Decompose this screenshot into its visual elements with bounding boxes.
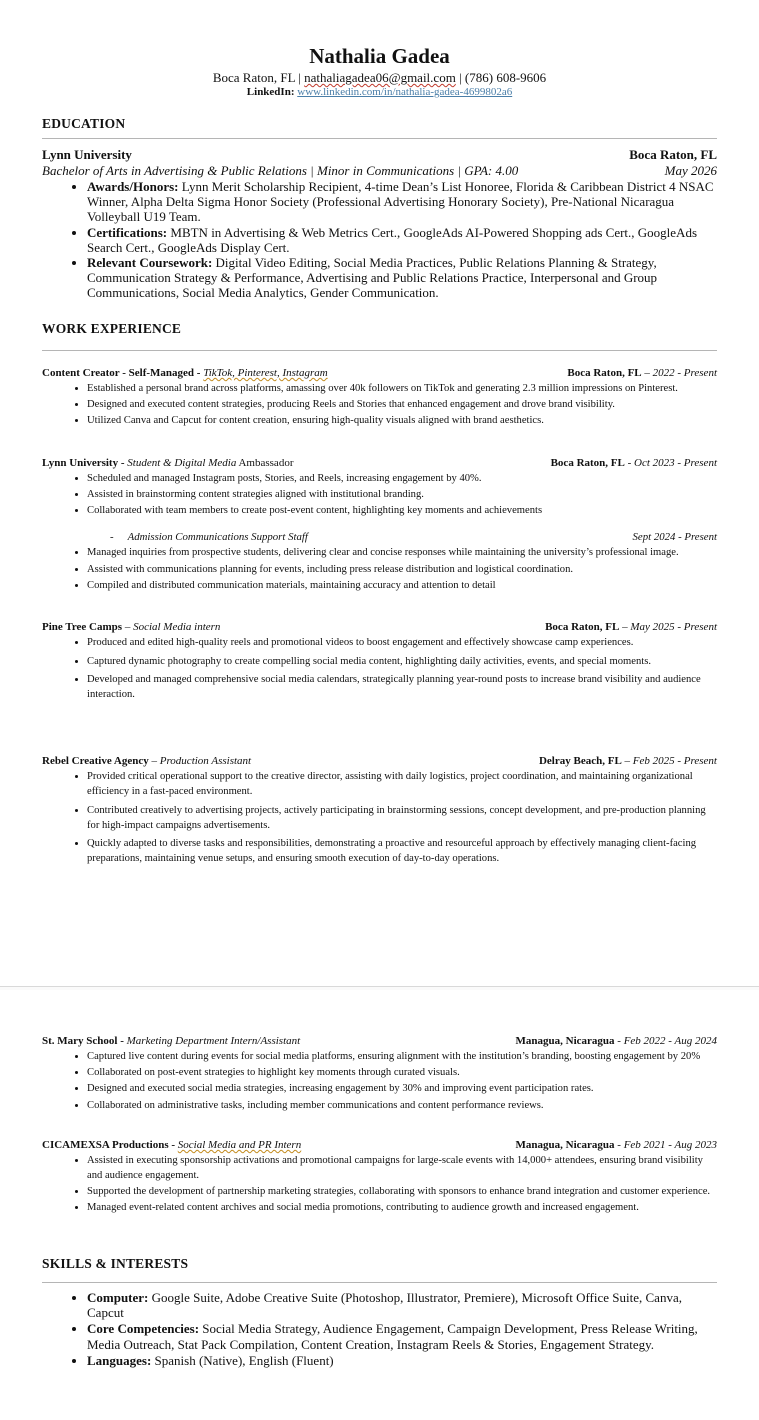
job-location: Managua, Nicaragua <box>515 1035 615 1047</box>
job-org: St. Mary School - <box>42 1035 127 1047</box>
bullet-label: Languages: <box>87 1352 152 1368</box>
linkedin-label: LinkedIn: <box>246 86 295 98</box>
list-item <box>87 1353 717 1368</box>
sub-role-bullets <box>42 545 717 592</box>
list-item: • Designed and executed social media strategies, increasing engagement by 30% and improving event participation rates. <box>87 1081 717 1096</box>
school-name: Lynn University <box>42 147 132 162</box>
list-item: • Compiled and distributed communication materials, maintaining accuracy and attention to detail <box>87 578 717 593</box>
job-org: CICAMEXSA Productions - <box>42 1139 178 1151</box>
job-role: Student & Digital Media <box>127 457 237 469</box>
bullet-text: Spanish (Native), English (Fluent) <box>151 1352 334 1368</box>
education-heading: EDUCATION <box>42 116 126 131</box>
bullet-text: Digital Video Editing, Social Media Practices, Public Relations Planning & Strategy, Communication Strategy & Performance, Advertising and Public Relations Practice, Interpersonal and Group Communications, Social Media Analytics, Gender Communication. <box>87 255 658 301</box>
skills-heading: SKILLS & INTERESTS <box>42 1256 189 1271</box>
education-bullets <box>42 179 717 301</box>
job-role: – Social Media intern <box>122 621 221 633</box>
linkedin-link[interactable]: www.linkedin.com/in/nathalia-gadea-4699802a6 <box>297 86 513 98</box>
list-item: • Developed and managed comprehensive social media calendars, strategically planning year-round posts to increase brand visibility and audience interaction. <box>87 672 717 702</box>
skills-entry <box>42 1290 717 1368</box>
list-item: • Collaborated on post-event strategies to highlight key moments through curated visuals. <box>87 1065 717 1080</box>
bullet-text: Lynn Merit Scholarship Recipient, 4-time Dean’s List Honoree, Florida & Caribbean District 4 NSAC Winner, Alpha Delta Sigma Honor Society (Professional Advertising Honorary Society), Pre-National Nicaragua Volleyball U19 Team. <box>87 179 714 225</box>
sub-role-dash: - <box>110 531 114 544</box>
bullet-label: Certifications: <box>87 224 168 240</box>
list-item: • Provided critical operational support to the creative director, assisting with daily logistics, project coordination, and maintaining organizational efficiency in a fast-paced environment. <box>87 769 717 799</box>
job-location: Managua, Nicaragua <box>515 1139 615 1151</box>
sub-role-row <box>42 530 717 545</box>
work-heading: WORK EXPERIENCE <box>42 321 182 336</box>
list-item: • Contributed creatively to advertising projects, actively participating in brainstorming sessions, concept development, and pre-production planning for high-impact campaigns advertisements. <box>87 803 717 833</box>
contact-location: Boca Raton, FL <box>212 70 296 85</box>
education-divider <box>42 138 717 139</box>
job-entry <box>42 754 717 870</box>
list-item <box>87 225 717 255</box>
contact-phone: (786) 608-9606 <box>464 70 547 85</box>
job-entry <box>42 1034 717 1114</box>
job-bullets <box>42 381 717 428</box>
list-item: • Quickly adapted to diverse tasks and responsibilities, demonstrating a proactive and resourceful approach by effectively managing client-facing preparations, maintaining venue setups, and ensuring smooth execution of day-to-day operations. <box>87 836 717 866</box>
bullet-text: Google Suite, Adobe Creative Suite (Photoshop, Illustrator, Premiere), Microsoft Office Suite, Canva, Capcut <box>87 1290 682 1321</box>
list-item: • Collaborated with team members to create post-event content, highlighting key moments and achievements <box>87 503 717 518</box>
job-role: Social Media and PR Intern <box>177 1139 302 1151</box>
school-location: Boca Raton, FL <box>629 147 717 162</box>
sub-role: Admission Communications Support Staff <box>127 531 308 544</box>
bullet-text: Social Media Strategy, Audience Engagement, Campaign Development, Press Release Writing, Media Outreach, Stat Pack Compilation, Content Creation, Instagram Reels & Stories, Engagement Strategy. <box>87 1321 698 1352</box>
list-item: • Established a personal brand across platforms, amassing over 40k followers on TikTok and generating 2.3 million impressions on Pinterest. <box>87 381 717 396</box>
job-date: - Feb 2021 - Aug 2023 <box>614 1139 717 1151</box>
list-item: • Assisted in brainstorming content strategies aligned with institutional branding. <box>87 487 717 502</box>
job-location: Boca Raton, FL <box>545 621 620 633</box>
candidate-name: Nathalia Gadea <box>309 44 450 68</box>
bullet-text: MBTN in Advertising & Web Metrics Cert., GoogleAds AI-Powered Shopping ads Cert., GoogleAds Search Cert., GoogleAds Display Cert. <box>87 224 697 255</box>
job-location: Boca Raton, FL <box>567 367 642 379</box>
bullet-label: Computer: <box>87 1290 149 1305</box>
job-bullets <box>42 635 717 702</box>
job-entry <box>42 456 717 594</box>
list-item <box>87 1290 717 1320</box>
list-item: • Assisted in executing sponsorship activations and promotional campaigns for large-scale events with 14,000+ attendees, ensuring brand visibility and audience engagement. <box>87 1153 717 1183</box>
job-bullets <box>42 1049 717 1113</box>
list-item: • Captured dynamic photography to create compelling social media content, highlighting daily activities, events, and special moments. <box>87 654 717 669</box>
job-date: – Feb 2025 - Present <box>621 755 717 767</box>
bullet-label: Awards/Honors: <box>87 179 179 194</box>
contact-line: Boca Raton, FL | nathaliagadea06@gmail.com | (786) 608-9606 <box>212 70 547 85</box>
job-location: Boca Raton, FL <box>550 457 625 469</box>
job-role: TikTok, Pinterest, Instagram <box>203 367 328 379</box>
list-item: • Designed and executed content strategies, producing Reels and Stories that enhanced engagement and drove brand visibility. <box>87 397 717 412</box>
job-bullets <box>42 471 717 518</box>
list-item: • Scheduled and managed Instagram posts, Stories, and Reels, increasing engagement by 40%. <box>87 471 717 486</box>
graduation-date: May 2026 <box>664 163 717 178</box>
job-org: Content Creator - Self-Managed - <box>42 367 204 379</box>
job-entry <box>42 366 717 430</box>
job-org: Lynn University - <box>42 457 128 469</box>
job-role: Marketing Department Intern/Assistant <box>126 1035 301 1047</box>
resume-page-2 <box>0 990 759 1420</box>
linkedin-line <box>0 86 759 98</box>
job-date: – 2022 - Present <box>641 367 717 379</box>
work-divider <box>42 350 717 351</box>
list-item: • Produced and edited high-quality reels and promotional videos to boost engagement and effectively showcase camp experiences. <box>87 635 717 650</box>
skills-bullets <box>42 1290 717 1368</box>
list-item: • Supported the development of partnership marketing strategies, collaborating with sponsors to enhance brand integration and customer experience. <box>87 1184 717 1199</box>
job-date: – May 2025 - Present <box>619 621 717 633</box>
list-item: • Collaborated on administrative tasks, including member communications and content performance reviews. <box>87 1098 717 1113</box>
education-entry <box>42 147 717 301</box>
job-date: - Oct 2023 - Present <box>624 457 717 469</box>
list-item <box>87 1321 717 1351</box>
list-item: • Managed event-related content archives and social media promotions, contributing to audience growth and increased engagement. <box>87 1200 717 1215</box>
degree: Bachelor of Arts in Advertising & Public Relations | Minor in Communications | GPA: 4.00 <box>42 163 519 178</box>
list-item: • Captured live content during events for social media platforms, ensuring alignment with the institution’s branding, boosting engagement by 20% <box>87 1049 717 1064</box>
job-role-tail: Ambassador <box>236 457 294 469</box>
job-bullets <box>42 1153 717 1215</box>
job-entry <box>42 620 717 706</box>
skills-divider <box>42 1282 717 1283</box>
bullet-label: Core Competencies: <box>87 1321 200 1337</box>
bullet-label: Relevant Coursework: <box>87 255 213 271</box>
job-bullets <box>42 769 717 866</box>
list-item: • Utilized Canva and Capcut for content creation, ensuring high-quality visuals aligned with brand aesthetics. <box>87 413 717 428</box>
job-role: – Production Assistant <box>148 755 252 767</box>
job-date: - Feb 2022 - Aug 2024 <box>614 1035 717 1047</box>
job-location: Delray Beach, FL <box>538 755 622 767</box>
sub-role-date: Sept 2024 - Present <box>632 531 717 544</box>
list-item <box>87 179 717 225</box>
job-org: Rebel Creative Agency <box>42 755 149 767</box>
job-entry <box>42 1138 717 1217</box>
list-item <box>87 255 717 301</box>
list-item: • Managed inquiries from prospective students, delivering clear and concise responses while maintaining the university’s professional image. <box>87 545 717 560</box>
job-org: Pine Tree Camps <box>42 621 123 633</box>
list-item: • Assisted with communications planning for events, including press release distribution and logistical coordination. <box>87 562 717 577</box>
contact-email[interactable]: nathaliagadea06@gmail.com <box>304 70 456 85</box>
